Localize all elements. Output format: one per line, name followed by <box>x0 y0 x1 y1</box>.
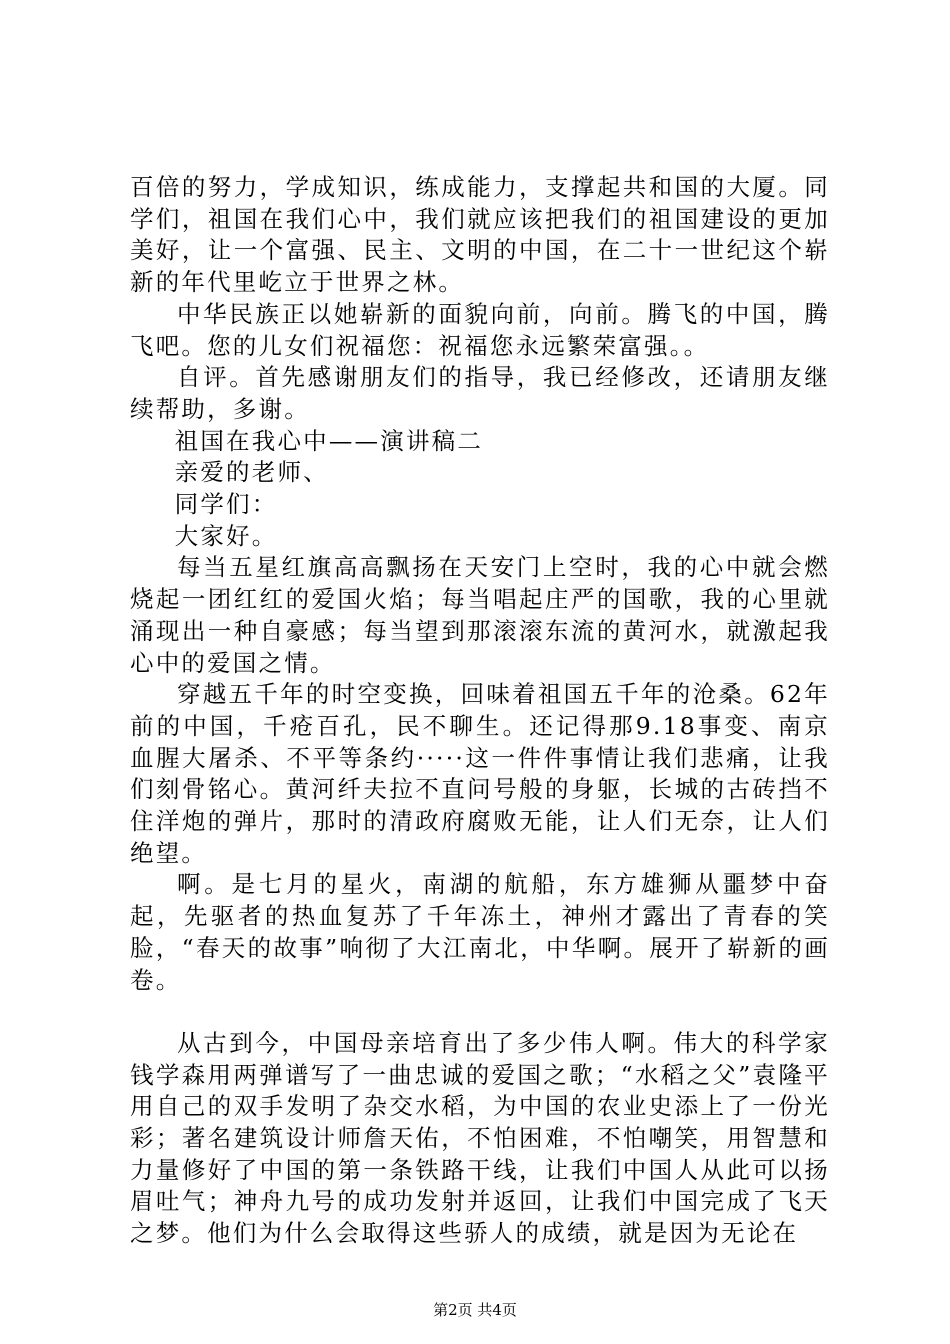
speech-title: 祖国在我心中——演讲稿二 <box>174 426 484 455</box>
paragraph-2: 中华民族正以她崭新的面貌向前，向前。腾飞的中国，腾飞吧。您的儿女们祝福您：祝福您永远繁荣富强。。 <box>130 299 830 360</box>
paragraph-3: 自评。首先感谢朋友们的指导，我已经修改，还请朋友继续帮助，多谢。 <box>130 363 830 423</box>
page-footer: 第2页 共4页 <box>433 1301 517 1319</box>
paragraph-9: 穿越五千年的时空变换，回味着祖国五千年的沧桑。62年前的中国，千疮百孔，民不聊生。还记得那9.18事变、南京血腥大屠杀、不平等条约·····这一件件事情让我们悲痛，让我们刻骨铭心。黄河纤夫拉不直问号般的身躯，长城的古砖挡不住洋炮的弹片，那时的清政府腐败无能，让人们无奈，让人们绝望。 <box>130 680 830 867</box>
greeting: 大家好。 <box>174 521 278 550</box>
salutation-teachers: 亲爱的老师、 <box>174 458 329 487</box>
document-body <box>130 172 830 1250</box>
paragraph-11: 从古到今，中国母亲培育出了多少伟人啊。伟大的科学家钱学森用两弹谱写了一曲忠诚的爱国之歌；“水稻之父”袁隆平用自己的双手发明了杂交水稻，为中国的农业史添上了一份光彩；著名建筑设计师詹天佑，不怕困难，不怕嘲笑，用智慧和力量修好了中国的第一条铁路干线，让我们中国人从此可以扬眉吐气；神舟九号的成功发射并返回，让我们中国完成了飞天之梦。他们为什么会取得这些骄人的成绩，就是因为无论在 <box>130 1028 830 1248</box>
paragraph-1: 百倍的努力，学成知识，练成能力，支撑起共和国的大厦。同学们，祖国在我们心中，我们就应该把我们的祖国建设的更加美好，让一个富强、民主、文明的中国，在二十一世纪这个崭新的年代里屹立于世界之林。 <box>130 173 830 297</box>
paragraph-10: 啊。是七月的星火，南湖的航船，东方雄狮从噩梦中奋起，先驱者的热血复苏了千年冻土，神州才露出了青春的笑脸，“春天的故事”响彻了大江南北，中华啊。展开了崭新的画卷。 <box>130 870 830 994</box>
salutation-students: 同学们： <box>174 490 278 519</box>
paragraph-8: 每当五星红旗高高飘扬在天安门上空时，我的心中就会燃烧起一团红红的爱国火焰；每当唱起庄严的国歌，我的心里就涌现出一种自豪感；每当望到那滚滚东流的黄河水，就激起我心中的爱国之情。 <box>130 553 830 677</box>
blank-line <box>130 996 830 1028</box>
